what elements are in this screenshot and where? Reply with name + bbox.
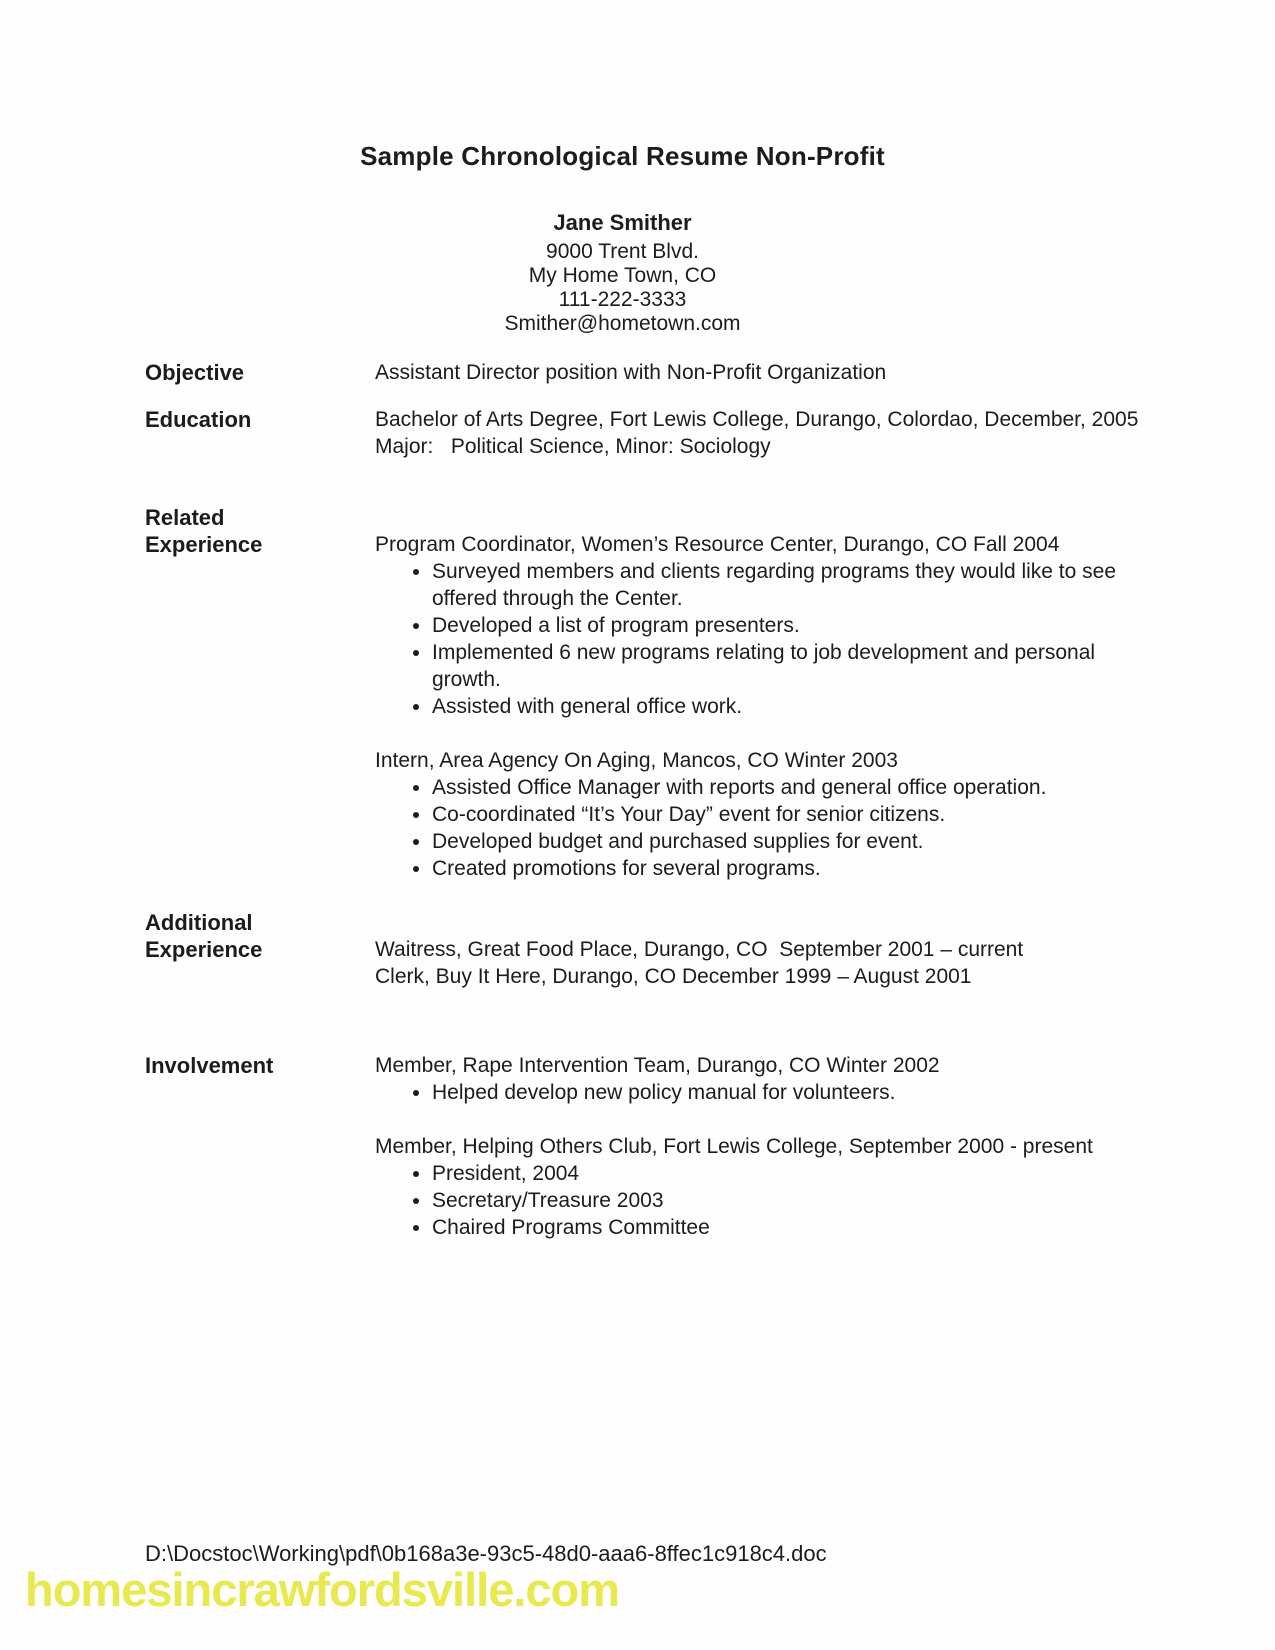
involvement-title: Member, Helping Others Club, Fort Lewis College, September 2000 - present bbox=[375, 1135, 1093, 1158]
section-related-experience bbox=[145, 504, 1275, 882]
related-experience-label bbox=[145, 504, 375, 558]
related-label-line1: Related bbox=[145, 505, 225, 530]
job-title: Program Coordinator, Women’s Resource Center, Durango, CO Fall 2004 bbox=[375, 533, 1060, 556]
related-label-line2: Experience bbox=[145, 532, 263, 557]
bullet-item: • Chaired Programs Committee bbox=[432, 1214, 1140, 1241]
additional-job-line: Waitress, Great Food Place, Durango, CO September 2001 – current bbox=[375, 938, 1024, 961]
job-title: Intern, Area Agency On Aging, Mancos, CO Winter 2003 bbox=[375, 749, 898, 772]
job-entry bbox=[375, 747, 1140, 882]
bullet-item: • Created promotions for several programs. bbox=[432, 855, 1140, 882]
bullet-list bbox=[375, 558, 1140, 720]
bullet-list bbox=[375, 1079, 1140, 1106]
bullet-item: • Assisted with general office work. bbox=[432, 693, 1140, 720]
bullet-item: • Surveyed members and clients regarding programs they would like to see offered through the Center. bbox=[432, 558, 1140, 612]
contact-name: Jane Smither bbox=[553, 210, 692, 235]
additional-label-line1: Additional bbox=[145, 910, 253, 935]
involvement-title: Member, Rape Intervention Team, Durango, CO Winter 2002 bbox=[375, 1054, 940, 1077]
education-major: Major: Political Science, Minor: Sociology bbox=[375, 435, 771, 458]
contact-phone: 111-222-3333 bbox=[558, 288, 687, 311]
contact-email: Smither@hometown.com bbox=[504, 312, 741, 335]
bullet-item: • Developed budget and purchased supplies for event. bbox=[432, 828, 1140, 855]
bullet-item: • Co-coordinated “It’s Your Day” event for senior citizens. bbox=[432, 801, 1140, 828]
education-degree: Bachelor of Arts Degree, Fort Lewis College, Durango, Colordao, December, 2005 bbox=[375, 408, 1139, 431]
contact-address-line2: My Home Town, CO bbox=[528, 264, 717, 287]
header-block bbox=[0, 0, 1245, 336]
contact-block bbox=[0, 172, 1245, 336]
objective-text: Assistant Director position with Non-Profit Organization bbox=[375, 361, 887, 384]
section-additional-experience bbox=[145, 909, 1275, 990]
objective-label: Objective bbox=[145, 360, 245, 385]
resume-body bbox=[0, 336, 1275, 1241]
involvement-entry bbox=[375, 1052, 1140, 1106]
involvement-entry bbox=[375, 1133, 1140, 1241]
bullet-item: • Helped develop new policy manual for volunteers. bbox=[432, 1079, 1140, 1106]
additional-label-line2: Experience bbox=[145, 937, 263, 962]
additional-experience-label bbox=[145, 909, 375, 963]
bullet-item: • Developed a list of program presenters. bbox=[432, 612, 1140, 639]
involvement-label: Involvement bbox=[145, 1053, 274, 1078]
section-education bbox=[145, 406, 1275, 460]
additional-job-line: Clerk, Buy It Here, Durango, CO December 1999 – August 2001 bbox=[375, 965, 972, 988]
bullet-list bbox=[375, 1160, 1140, 1241]
watermark: homesincrawfordsville.com bbox=[25, 1563, 620, 1616]
bullet-item: • President, 2004 bbox=[432, 1160, 1140, 1187]
document-title: Sample Chronological Resume Non-Profit bbox=[360, 141, 885, 171]
bullet-list bbox=[375, 774, 1140, 882]
section-objective bbox=[145, 359, 1275, 386]
footer-file-path: D:\Docstoc\Working\pdf\0b168a3e-93c5-48d0-aaa6-8ffec1c918c4.doc bbox=[145, 1541, 827, 1566]
bullet-item: • Assisted Office Manager with reports and general office operation. bbox=[432, 774, 1140, 801]
bullet-item: • Implemented 6 new programs relating to job development and personal growth. bbox=[432, 639, 1140, 693]
job-entry bbox=[375, 531, 1140, 720]
contact-address-line1: 9000 Trent Blvd. bbox=[546, 240, 699, 263]
bullet-item: • Secretary/Treasure 2003 bbox=[432, 1187, 1140, 1214]
education-label: Education bbox=[145, 407, 252, 432]
section-involvement bbox=[145, 1052, 1275, 1241]
